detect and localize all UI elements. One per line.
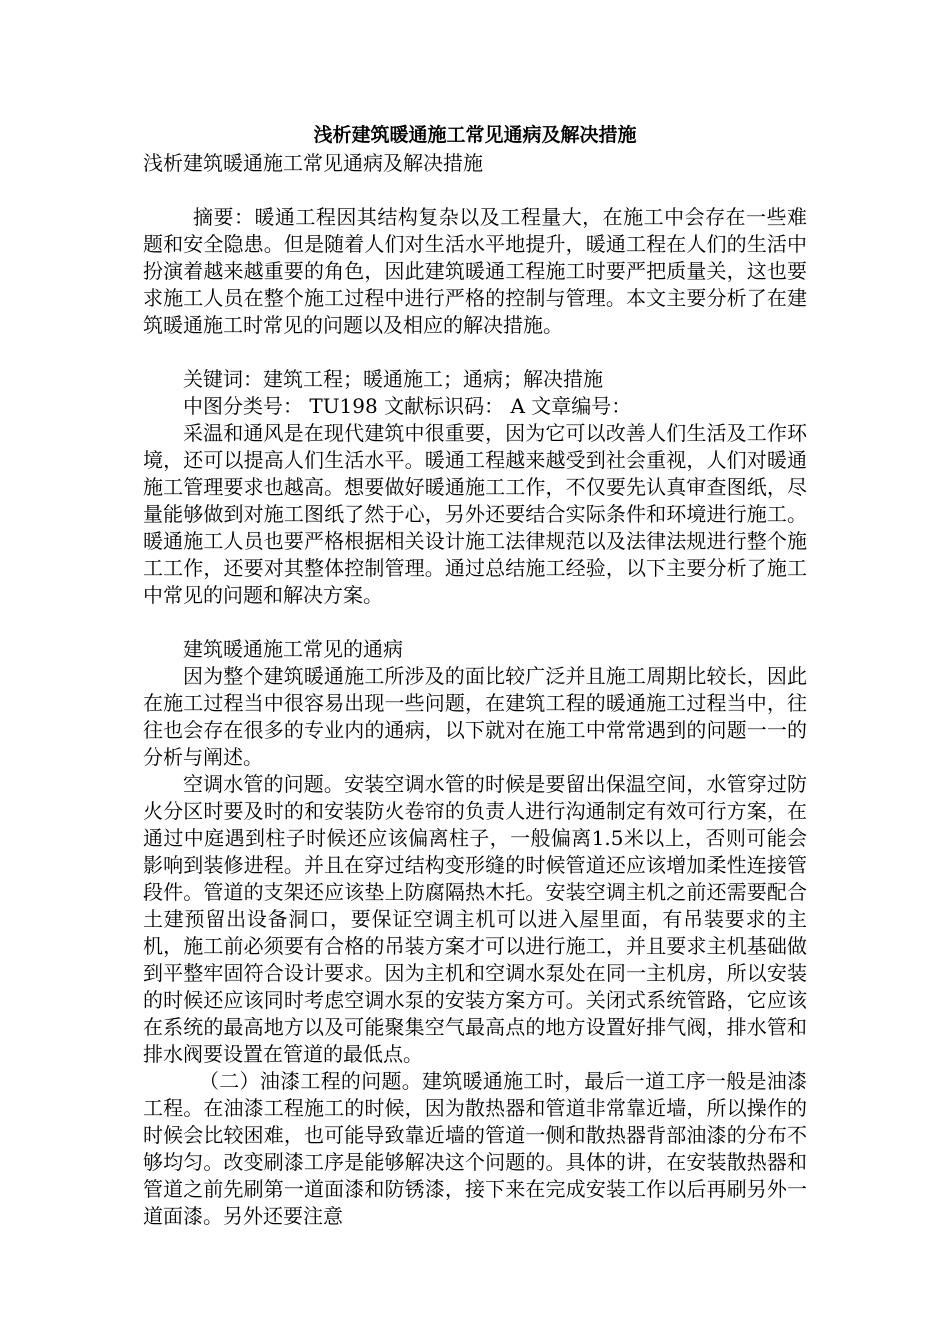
- water-pipe-paragraph: 空调水管的问题。安装空调水管的时候是要留出保温空间，水管穿过防火分区时要及时的和安装防火卷帘的负责人进行沟通制定有效可行方案，在通过中庭遇到柱子时候还应该偏离柱子，一般偏离1.5米以上，否则可能会影响到装修进程。并且在穿过结构变形缝的时候管道还应该增加柔性连接管段件。管道的支架还应该垫上防腐隔热木托。安装空调主机之前还需要配合土建预留出设备洞口，要保证空调主机可以进入屋里面，有吊装要求的主机，施工前必须要有合格的吊装方案才可以进行施工，并且要求主机基础做到平整牢固符合设计要求。因为主机和空调水泵处在同一主机房，所以安装的时候还应该同时考虑空调水泵的安装方案方可。关闭式系统管路，它应该在系统的最高地方以及可能聚集空气最高点的地方设置好排气阀，排水管和排水阀要设置在管道的最低点。: [143, 772, 807, 1066]
- blank-line: [143, 177, 807, 204]
- section-intro-paragraph: 因为整个建筑暖通施工所涉及的面比较广泛并且施工周期比较长，因此在施工过程当中很容易出现一些问题，在建筑工程的暖通施工过程当中，往往也会存在很多的专业内的通病，以下就对在施工中常常遇到的问题一一的分析与阐述。: [143, 664, 807, 769]
- classification-line: 中图分类号： TU198 文献标识码： A 文章编号：: [183, 394, 632, 418]
- document-subtitle: 浅析建筑暖通施工常见通病及解决措施: [143, 151, 483, 175]
- blank-line: [143, 609, 807, 636]
- section-heading: 建筑暖通施工常见的通病: [183, 637, 403, 661]
- paint-paragraph: （二）油漆工程的问题。建筑暖通施工时，最后一道工序一般是油漆工程。在油漆工程施工的时候，因为散热器和管道非常靠近墙，所以操作的时候会比较困难，也可能导致靠近墙的管道一侧和散热器背部油漆的分布不够均匀。改变刷漆工序是能够解决这个问题的。具体的讲，在安装散热器和管道之前先刷第一道面漆和防锈漆，接下来在完成安装工作以后再刷另外一道面漆。另外还要注意: [143, 1069, 807, 1228]
- keywords-line: 关键词：建筑工程；暖通施工；通病；解决措施: [183, 367, 603, 391]
- blank-line: [143, 339, 807, 366]
- abstract-paragraph: 摘要：暖通工程因其结构复杂以及工程量大，在施工中会存在一些难题和安全隐患。但是随着人们对生活水平地提升，暖通工程在人们的生活中扮演着越来越重要的角色，因此建筑暖通工程施工时要严把质量关，这也要求施工人员在整个施工过程中进行严格的控制与管理。本文主要分析了在建筑暖通施工时常见的问题以及相应的解决措施。: [143, 205, 807, 337]
- document-title: 浅析建筑暖通施工常见通病及解决措施: [313, 124, 637, 146]
- document-page: [143, 120, 807, 1230]
- intro-paragraph: 采温和通风是在现代建筑中很重要，因为它可以改善人们生活及工作环境，还可以提高人们生活水平。暖通工程越来越受到社会重视，人们对暖通施工管理要求也越高。想要做好暖通施工工作，不仅要先认真审查图纸，尽量能够做到对施工图纸了然于心，另外还要结合实际条件和环境进行施工。暖通施工人员也要严格根据相关设计施工法律规范以及法律法规进行整个施工工作，还要对其整体控制管理。通过总结施工经验，以下主要分析了施工中常见的问题和解决方案。: [143, 421, 807, 607]
